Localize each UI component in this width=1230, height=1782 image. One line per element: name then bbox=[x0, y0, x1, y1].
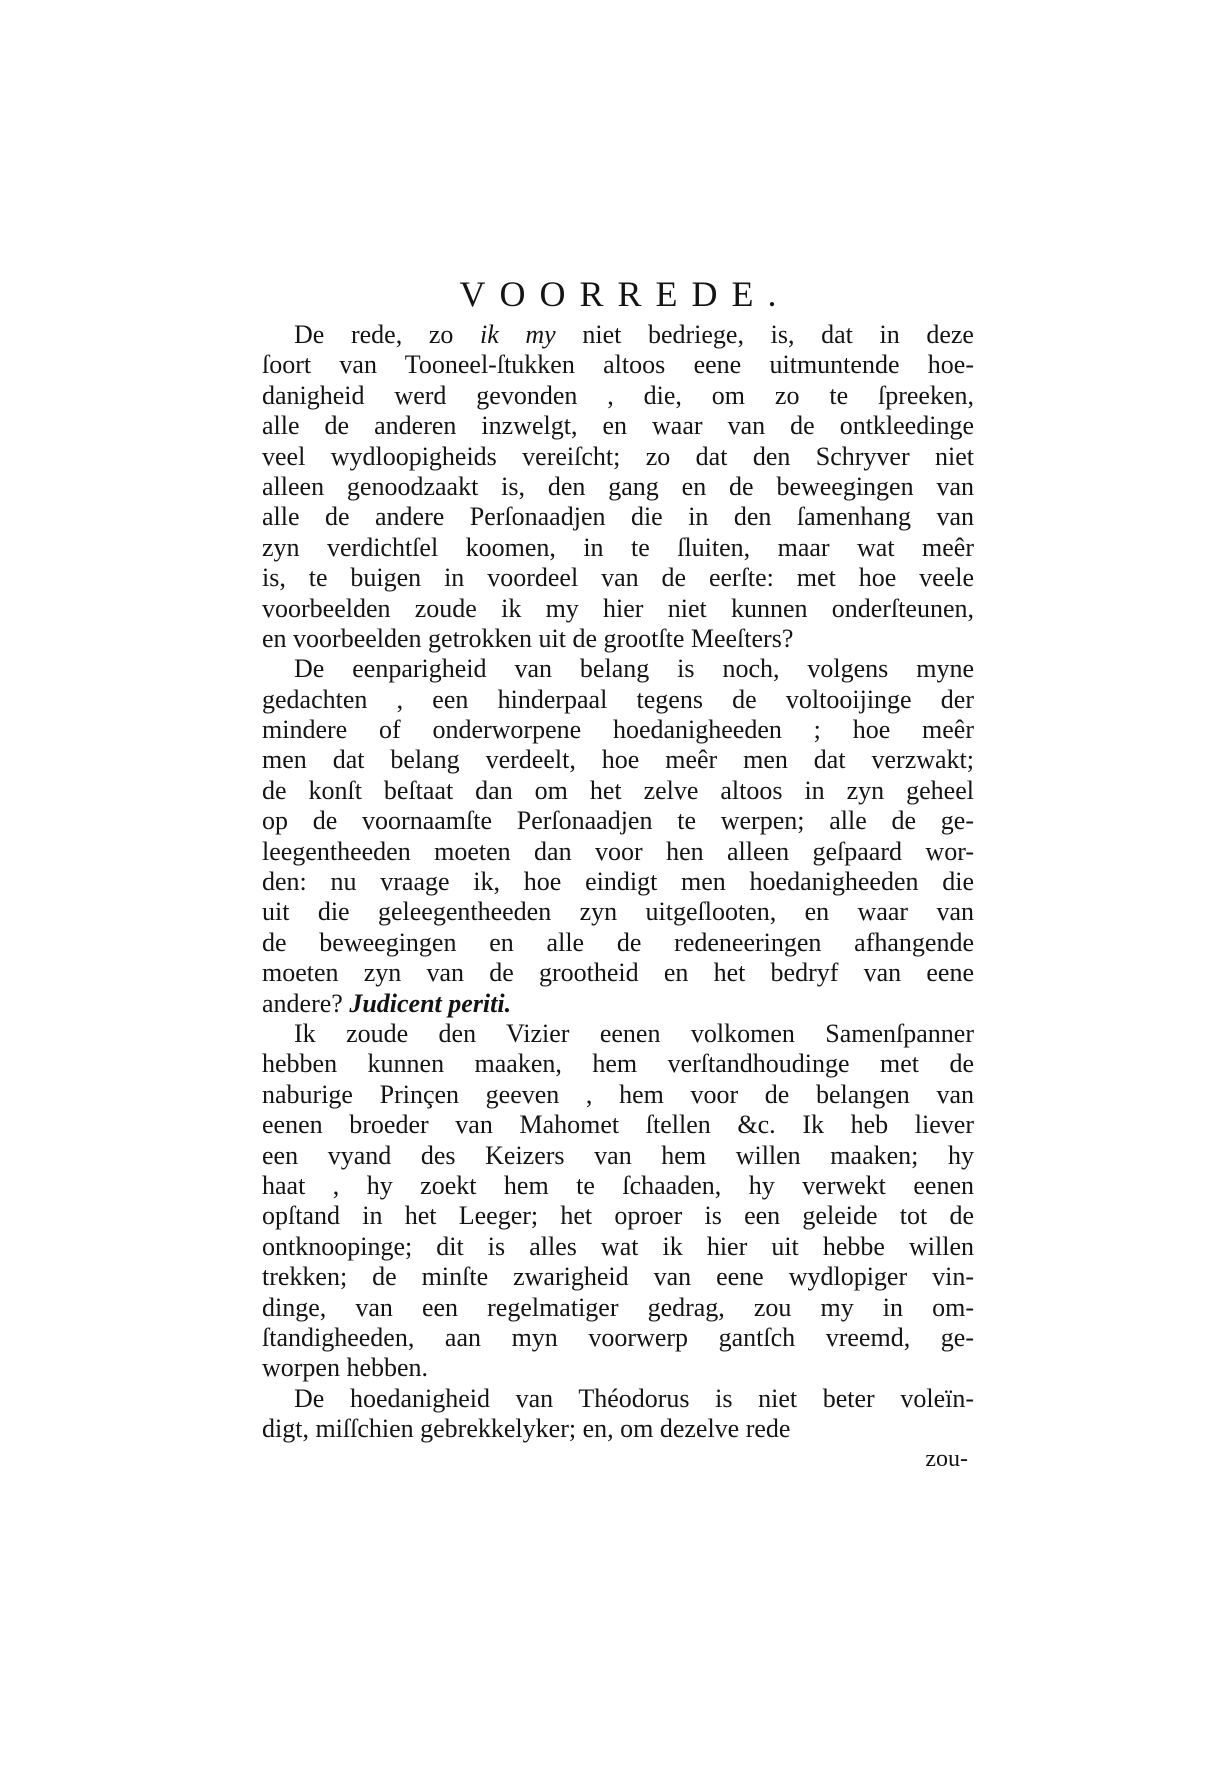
italic-text: ik my bbox=[480, 320, 556, 349]
emphasis-text: Judicent periti. bbox=[349, 988, 512, 1018]
text-run: uit die geleegentheeden zyn uitgeſlooten, en waar van bbox=[262, 897, 974, 927]
text-run: worpen hebben. bbox=[262, 1353, 429, 1383]
text-line bbox=[262, 533, 974, 563]
text-run: alle de andere Perſonaadjen die in den ſamenhang van bbox=[262, 502, 974, 532]
paragraph bbox=[262, 654, 974, 1019]
text-run: ſoort van Tooneel-ſtukken altoos eene uitmuntende hoe- bbox=[262, 350, 974, 380]
text-line bbox=[262, 897, 974, 927]
text-line bbox=[262, 715, 974, 745]
text-run: Ik zoude den Vizier eenen volkomen Samenſpanner bbox=[294, 1018, 974, 1048]
text-line bbox=[262, 1110, 974, 1140]
text-line bbox=[262, 594, 974, 624]
text-run: naburige Prinçen geeven , hem voor de belangen van bbox=[262, 1079, 974, 1109]
text-line bbox=[262, 1323, 974, 1353]
text-line bbox=[262, 1232, 974, 1262]
text-run: De hoedanigheid van Théodorus is niet beter voleïn- bbox=[294, 1383, 974, 1413]
text-line bbox=[262, 442, 974, 472]
text-line bbox=[262, 1293, 974, 1323]
text-line bbox=[262, 502, 974, 532]
page-body bbox=[262, 272, 974, 1474]
text-run: ontknoopinge; dit is alles wat ik hier uit hebbe willen bbox=[262, 1231, 974, 1261]
text-run: voorbeelden zoude ik my hier niet kunnen onderſteunen, bbox=[262, 593, 974, 623]
text-line bbox=[262, 928, 974, 958]
text-run: een vyand des Keizers van hem willen maaken; hy bbox=[262, 1140, 974, 1170]
text-run: dinge, van een regelmatiger gedrag, zou my in om- bbox=[262, 1292, 974, 1322]
text-run: men dat belang verdeelt, hoe meêr men dat verzwakt; bbox=[262, 745, 974, 775]
text-run: op de voornaamſte Perſonaadjen te werpen; alle de ge- bbox=[262, 806, 974, 836]
text-run: mindere of onderworpene hoedanigheeden ; hoe meêr bbox=[262, 715, 974, 745]
text-run: hebben kunnen maaken, hem verſtandhoudinge met de bbox=[262, 1049, 974, 1079]
text-run: de konſt beſtaat dan om het zelve altoos in zyn geheel bbox=[262, 775, 974, 805]
text-run: ſtandigheeden, aan myn voorwerp gantſch vreemd, ge- bbox=[262, 1322, 974, 1352]
text-line bbox=[262, 806, 974, 836]
text-line bbox=[262, 685, 974, 715]
text-line bbox=[262, 624, 974, 654]
text-line bbox=[262, 1080, 974, 1110]
text-line bbox=[262, 745, 974, 775]
text-line bbox=[262, 867, 974, 897]
text-run: digt, miſſchien gebrekkelyker; en, om dezelve rede bbox=[262, 1414, 791, 1444]
text-run: alleen genoodzaakt is, den gang en de beweegingen van bbox=[262, 471, 974, 501]
text-line bbox=[262, 1384, 974, 1414]
text-line bbox=[262, 1171, 974, 1201]
text-line bbox=[262, 472, 974, 502]
text-run: gedachten , een hinderpaal tegens de voltooijinge der bbox=[262, 684, 974, 714]
text-line bbox=[262, 1019, 974, 1049]
text-line bbox=[262, 1141, 974, 1171]
text-line bbox=[262, 563, 974, 593]
paragraph bbox=[262, 1019, 974, 1384]
text-run: De rede, zo bbox=[294, 320, 480, 349]
text-line bbox=[262, 1353, 974, 1383]
text-run: leegentheeden moeten dan voor hen alleen geſpaard wor- bbox=[262, 836, 974, 866]
paragraph bbox=[262, 1384, 974, 1445]
text-line bbox=[262, 381, 974, 411]
text-line bbox=[262, 837, 974, 867]
text-run: danigheid werd gevonden , die, om zo te ſpreeken, bbox=[262, 380, 974, 410]
text-line bbox=[262, 958, 974, 988]
text-line bbox=[262, 411, 974, 441]
text-line bbox=[262, 1262, 974, 1292]
text-line bbox=[262, 1049, 974, 1079]
catchword: zou- bbox=[925, 1446, 968, 1473]
text-line bbox=[262, 989, 974, 1019]
text-run: trekken; de minſte zwarigheid van eene wydlopiger vin- bbox=[262, 1262, 974, 1292]
text-run: en voorbeelden getrokken uit de grootſte Meeſters? bbox=[262, 623, 794, 653]
text-line bbox=[262, 320, 974, 350]
text-run: haat , hy zoekt hem te ſchaaden, hy verwekt eenen bbox=[262, 1170, 974, 1200]
text-run: opſtand in het Leeger; het oproer is een geleide tot de bbox=[262, 1201, 974, 1231]
text-line bbox=[262, 350, 974, 380]
text-run: veel wydloopigheids vereiſcht; zo dat den Schryver niet bbox=[262, 441, 974, 471]
text-line bbox=[262, 1201, 974, 1231]
text-run: alle de anderen inzwelgt, en waar van de ontkleedinge bbox=[262, 411, 974, 441]
text-run: is, te buigen in voordeel van de eerſte: met hoe veele bbox=[262, 563, 974, 593]
text-run: De eenparigheid van belang is noch, volgens myne bbox=[294, 654, 974, 684]
text-run: zyn verdichtſel koomen, in te ſluiten, maar wat meêr bbox=[262, 532, 974, 562]
text-run: den: nu vraage ik, hoe eindigt men hoedanigheeden die bbox=[262, 867, 974, 897]
paragraph bbox=[262, 320, 974, 654]
text-run: eenen broeder van Mahomet ſtellen &c. Ik heb liever bbox=[262, 1110, 974, 1140]
text-line bbox=[262, 1414, 974, 1444]
text-run: moeten zyn van de grootheid en het bedryf van eene bbox=[262, 958, 974, 988]
text-run: de beweegingen en alle de redeneeringen afhangende bbox=[262, 927, 974, 957]
text-run: andere? bbox=[262, 988, 350, 1018]
text-line bbox=[262, 776, 974, 806]
text-body bbox=[262, 320, 974, 1444]
page-heading: VOORREDE. bbox=[459, 274, 791, 314]
text-run: niet bedriege, is, dat in deze bbox=[555, 320, 974, 349]
text-line bbox=[262, 654, 974, 684]
